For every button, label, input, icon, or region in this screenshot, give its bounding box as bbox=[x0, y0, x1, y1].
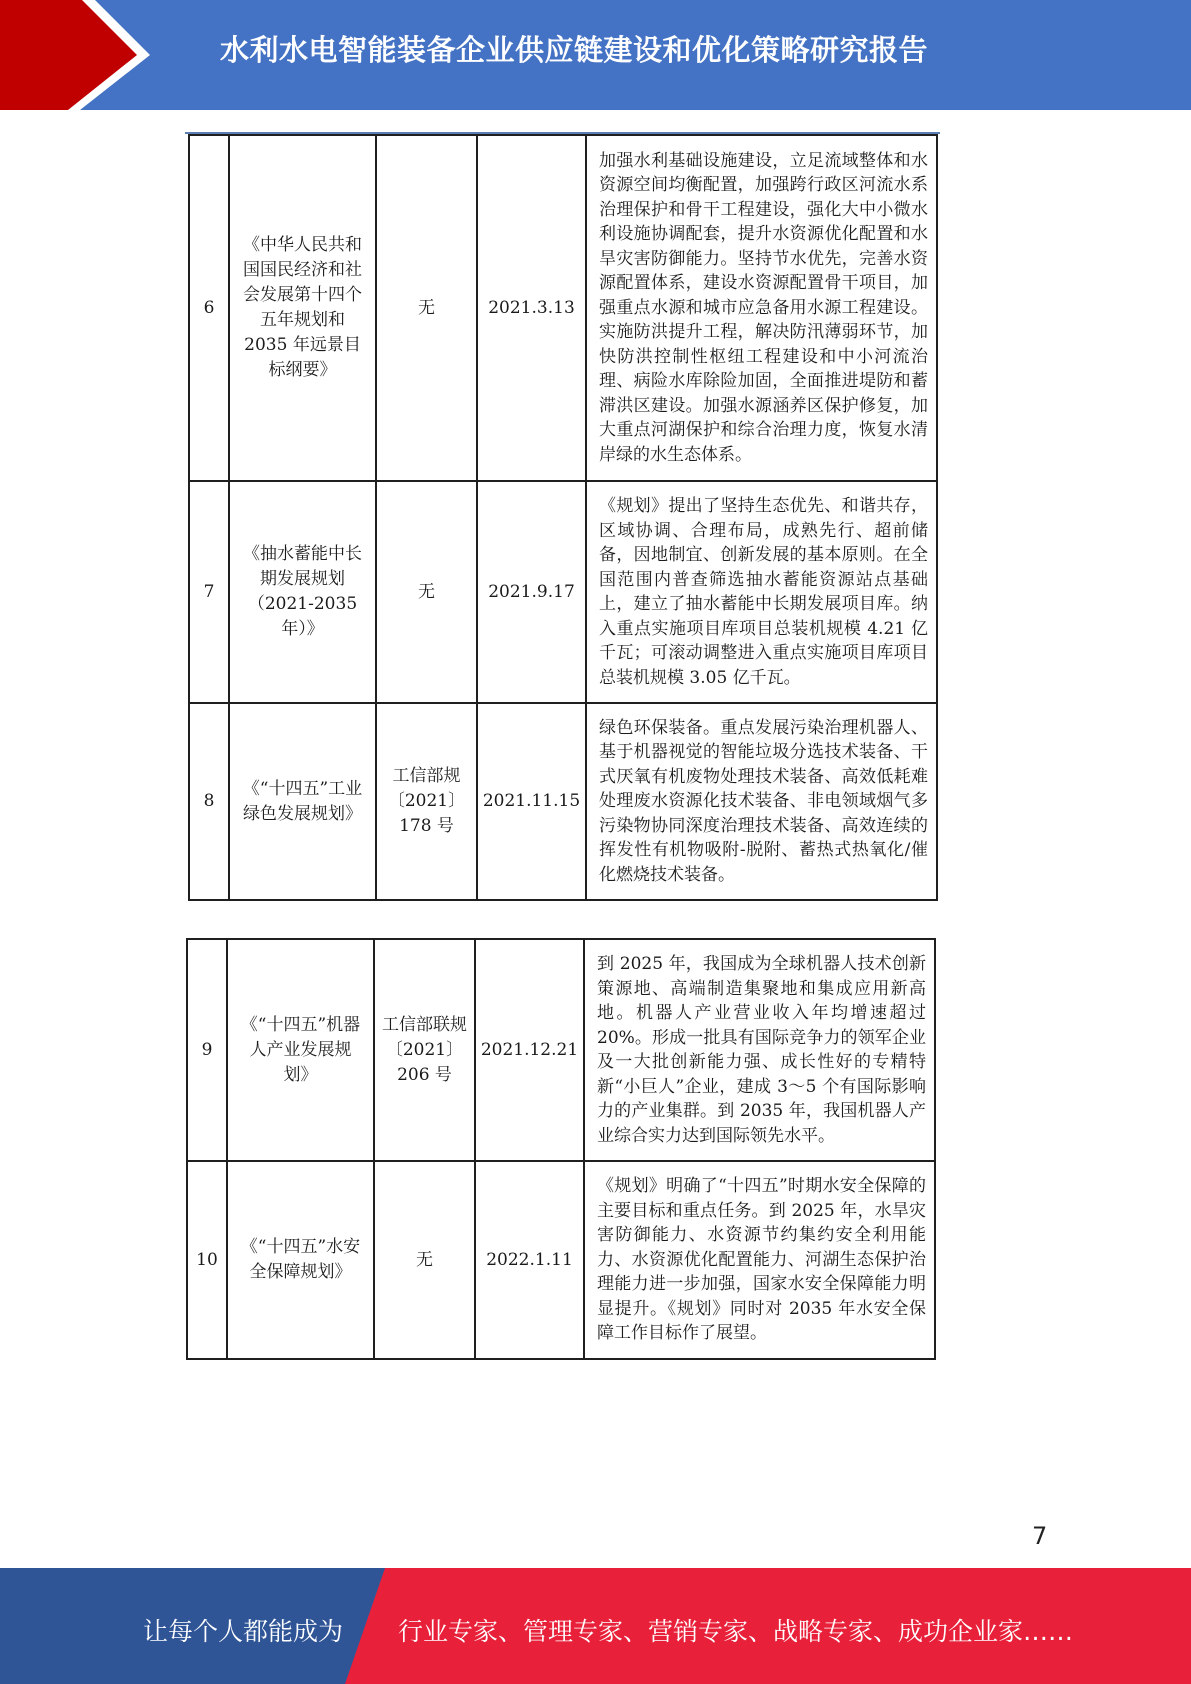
policy-content: 绿色环保装备。重点发展污染治理机器人、基于机器视觉的智能垃圾分选技术装备、干式厌氧有机废物处理技术装备、高效低耗难处理废水资源化技术装备、非电领域烟气多污染物协同深度治理技术装备、高效连续的挥发性有机物吸附-脱附、蓄热式热氧化/催化燃烧技术装备。 bbox=[586, 703, 937, 900]
policy-content: 《规划》提出了坚持生态优先、和谐共存，区域协调、合理布局，成熟先行、超前储备，因地制宜、创新发展的基本原则。在全国范围内普查筛选抽水蓄能资源站点基础上，建立了抽水蓄能中长期发展项目库。纳入重点实施项目库项目总装机规模 4.21 亿千瓦；可滚动调整进入重点实施项目库项目总装机规模 3.05 亿千瓦。 bbox=[586, 481, 937, 703]
table-row bbox=[187, 1161, 935, 1359]
report-title: 水利水电智能装备企业供应链建设和优化策略研究报告 bbox=[220, 33, 929, 67]
issue-date: 2021.12.21 bbox=[475, 939, 584, 1161]
row-number: 10 bbox=[187, 1161, 227, 1359]
row-number: 8 bbox=[189, 703, 229, 900]
document-number: 无 bbox=[376, 135, 477, 481]
policy-name: 《“十四五”水安全保障规划》 bbox=[227, 1161, 374, 1359]
policy-name: 《“十四五”机器人产业发展规划》 bbox=[227, 939, 374, 1161]
policy-table-2 bbox=[186, 938, 936, 1360]
footer-slogan-right: 行业专家、管理专家、营销专家、战略专家、成功企业家…… bbox=[398, 1617, 1074, 1646]
document-number: 无 bbox=[376, 481, 477, 703]
document-number: 无 bbox=[374, 1161, 475, 1359]
policy-content: 《规划》明确了“十四五”时期水安全保障的主要目标和重点任务。到 2025 年，水旱灾害防御能力、水资源节约集约安全利用能力、水资源优化配置能力、河湖生态保护治理能力进一步加强，国家水安全保障能力明显提升。《规划》同时对 2035 年水安全保障工作目标作了展望。 bbox=[584, 1161, 935, 1359]
page-number: 7 bbox=[1032, 1522, 1048, 1550]
row-number: 6 bbox=[189, 135, 229, 481]
row-number: 7 bbox=[189, 481, 229, 703]
table-row bbox=[189, 135, 937, 481]
table-row bbox=[189, 481, 937, 703]
policy-table-1 bbox=[188, 134, 938, 901]
policy-name: 《抽水蓄能中长期发展规划（2021-2035 年）》 bbox=[229, 481, 376, 703]
policy-content: 到 2025 年，我国成为全球机器人技术创新策源地、高端制造集聚地和集成应用新高地。机器人产业营业收入年均增速超过 20%。形成一批具有国际竞争力的领军企业及一大批创新能力强、成长性好的专精特新“小巨人”企业，建成 3～5 个有国际影响力的产业集群。到 2035 年，我国机器人产业综合实力达到国际领先水平。 bbox=[584, 939, 935, 1161]
table-row bbox=[187, 939, 935, 1161]
issue-date: 2021.3.13 bbox=[477, 135, 586, 481]
policy-name: 《“十四五”工业绿色发展规划》 bbox=[229, 703, 376, 900]
issue-date: 2022.1.11 bbox=[475, 1161, 584, 1359]
policy-content: 加强水利基础设施建设，立足流域整体和水资源空间均衡配置，加强跨行政区河流水系治理保护和骨干工程建设，强化大中小微水利设施协调配套，提升水资源优化配置和水旱灾害防御能力。坚持节水优先，完善水资源配置体系，建设水资源配置骨干项目，加强重点水源和城市应急备用水源工程建设。实施防洪提升工程，解决防汛薄弱环节，加快防洪控制性枢纽工程建设和中小河流治理、病险水库除险加固，全面推进堤防和蓄滞洪区建设。加强水源涵养区保护修复，加大重点河湖保护和综合治理力度，恢复水清岸绿的水生态体系。 bbox=[586, 135, 937, 481]
header-red-arrow bbox=[0, 0, 160, 110]
document-number: 工信部规〔2021〕178 号 bbox=[376, 703, 477, 900]
document-number: 工信部联规〔2021〕206 号 bbox=[374, 939, 475, 1161]
footer-slogan-left: 让每个人都能成为 bbox=[143, 1617, 344, 1646]
policy-name: 《中华人民共和国国民经济和社会发展第十四个五年规划和 2035 年远景目标纲要》 bbox=[229, 135, 376, 481]
table-row bbox=[189, 703, 937, 900]
issue-date: 2021.9.17 bbox=[477, 481, 586, 703]
row-number: 9 bbox=[187, 939, 227, 1161]
issue-date: 2021.11.15 bbox=[477, 703, 586, 900]
